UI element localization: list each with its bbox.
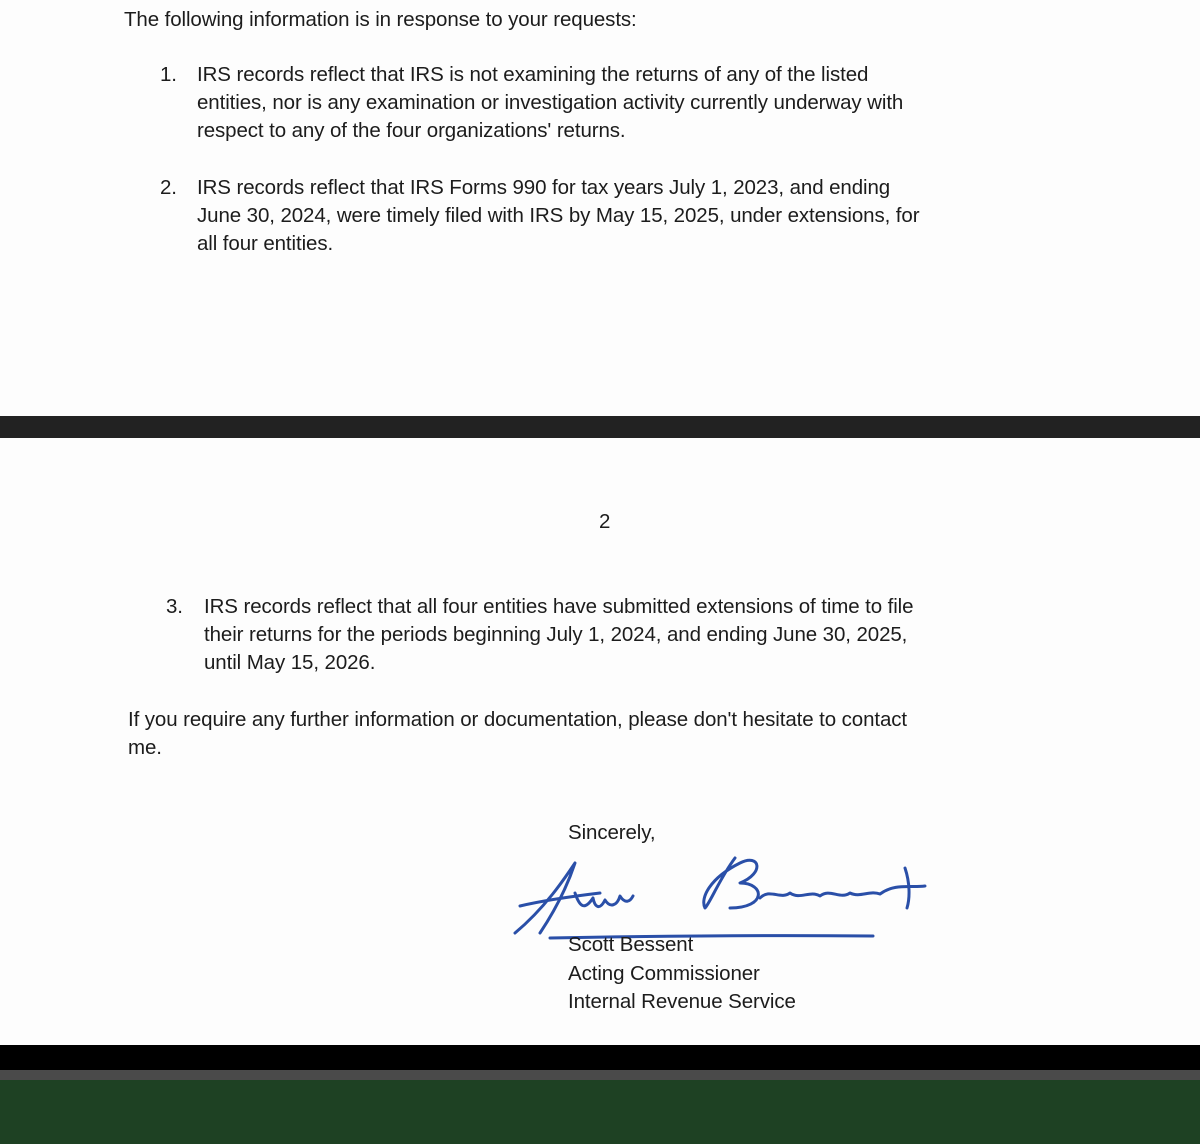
closing-paragraph	[128, 706, 907, 762]
item-2-line: June 30, 2024, were timely filed with IRS by May 15, 2025, under extensions, for	[197, 204, 920, 227]
bottom-grey-strip	[0, 1070, 1200, 1080]
page-divider	[0, 416, 1200, 438]
signer-title: Acting Commissioner	[568, 962, 760, 985]
item-3-line: IRS records reflect that all four entities have submitted extensions of time to file	[204, 595, 914, 618]
item-3-number: 3.	[166, 595, 183, 618]
item-3-line: until May 15, 2026.	[204, 651, 376, 674]
letter-page-2	[0, 438, 1200, 1045]
item-1-line: respect to any of the four organizations' returns.	[197, 119, 626, 142]
item-3-text	[204, 593, 913, 677]
salutation: Sincerely,	[568, 821, 656, 844]
item-2-text	[197, 174, 919, 258]
item-2-line: all four entities.	[197, 232, 334, 255]
intro-text: The following information is in response to your requests:	[124, 8, 637, 31]
page-number: 2	[599, 510, 611, 533]
signer-name: Scott Bessent	[568, 933, 694, 956]
closing-line: If you require any further information or documentation, please don't hesitate to contact	[128, 708, 908, 731]
closing-line: me.	[128, 736, 162, 759]
signer-organization: Internal Revenue Service	[568, 990, 796, 1013]
item-2-line: IRS records reflect that IRS Forms 990 for tax years July 1, 2023, and ending	[197, 176, 891, 199]
item-1-line: entities, nor is any examination or investigation activity currently underway with	[197, 91, 904, 114]
item-1-line: IRS records reflect that IRS is not examining the returns of any of the listed	[197, 63, 869, 86]
bottom-green-band	[0, 1080, 1200, 1144]
bottom-black-bar	[0, 1045, 1200, 1070]
item-1-number: 1.	[160, 63, 177, 86]
letter-page-1	[0, 0, 1200, 416]
item-3-line: their returns for the periods beginning July 1, 2024, and ending June 30, 2025,	[204, 623, 908, 646]
item-2-number: 2.	[160, 176, 177, 199]
item-1-text	[197, 61, 903, 145]
